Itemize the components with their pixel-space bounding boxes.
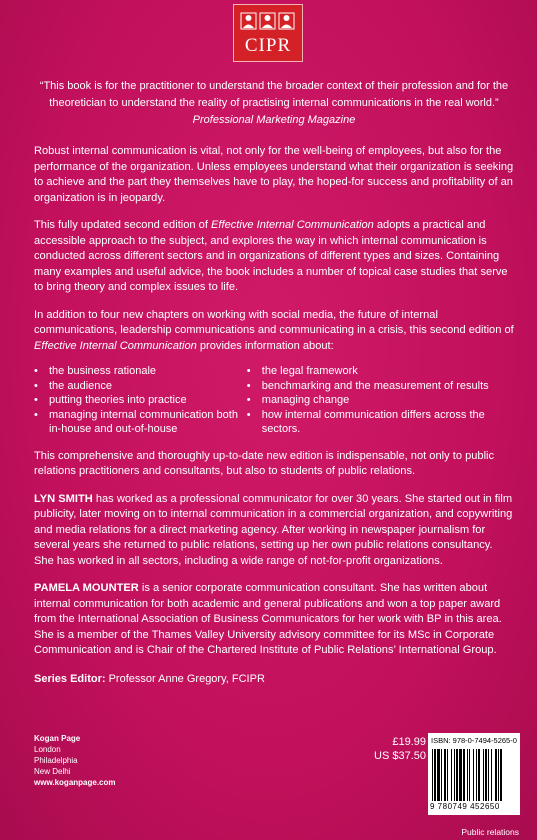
list-item: • how internal communication differs across the sectors. — [247, 408, 514, 437]
topics-column-right — [247, 364, 514, 437]
list-item: • managing internal communication both in-house and out-of-house — [34, 408, 247, 437]
people-figures-icon — [240, 11, 296, 31]
isbn: ISBN: 978-0-7494-5265-0 — [431, 736, 517, 745]
audience-paragraph: This comprehensive and thoroughly up-to-date new edition is indispensable, not only to public relations practitioners and consultants, but also to students of public relations. — [34, 449, 495, 477]
author-name: PAMELA MOUNTER — [34, 582, 139, 594]
price-gbp: £19.99 — [392, 736, 426, 748]
list-item: • the legal framework — [247, 364, 514, 379]
price-block — [368, 735, 426, 763]
publisher-city: London — [34, 745, 61, 754]
series-editor: Series Editor: Professor Anne Gregory, FCIPR — [34, 672, 265, 685]
back-cover-text — [34, 78, 514, 685]
cipr-logo — [233, 4, 303, 62]
list-item: • putting theories into practice — [34, 393, 247, 408]
barcode-number: 9 780749 452650 — [430, 802, 500, 811]
barcode-icon — [432, 749, 516, 801]
author-bio-smith: LYN SMITH has worked as a professional communicator for over 30 years. She started out in film publicity, later moving on to internal communication in a commercial organization, and copywriting and media relations for a direct marketing agency. After working in newspaper journalism for several years she returned to public relations, setting up her own public relations consultancy. She has worked in all sectors, including a wide range of not-for-profit organizations. — [34, 492, 513, 567]
barcode-panel — [428, 733, 520, 815]
edition-paragraph: This fully updated second edition of Effective Internal Communication adopts a practical and accessible approach to the subject, and explores the way in which internal communication is conducted across different sectors and in organizations of different types and sizes. Containing many examples and useful advice, the book includes a number of topical case studies that serve to bring theory and complex issues to life. — [34, 219, 508, 293]
list-item: • the audience — [34, 379, 247, 394]
price-usd: US $37.50 — [374, 750, 426, 762]
publisher-city: New Delhi — [34, 767, 71, 776]
list-item: • the business rationale — [34, 364, 247, 379]
author-name: LYN SMITH — [34, 492, 93, 505]
logo-text: CIPR — [244, 35, 292, 56]
topics-list — [34, 364, 514, 437]
book-title: Effective Internal Communication — [211, 219, 374, 231]
topics-column-left — [34, 364, 247, 437]
category-label: Public relations — [461, 827, 519, 837]
publisher-website: www.koganpage.com — [34, 778, 116, 787]
publisher-name: Kogan Page — [34, 734, 81, 743]
intro-paragraph: Robust internal communication is vital, not only for the well-being of employees, but also for the performance of the organization. Unless employees understand what their organization is seeking to achieve and the part they themselves have to play, the hoped-for success and profitability of an organization is in jeopardy. — [34, 145, 514, 204]
publisher-block — [34, 733, 116, 788]
review-source: Professional Marketing Magazine — [192, 114, 356, 126]
review-quote: “This book is for the practitioner to understand the broader context of their profession and for the theoretician to understand the reality of practising internal communications in the real world.” — [39, 80, 509, 109]
book-title: Effective Internal Communication — [34, 339, 197, 352]
author-bio-mounter: PAMELA MOUNTER is a senior corporate communication consultant. She has written about internal communication for both academic and general publications and won a top paper award from the International Association of Business Communicators for her work with BP in this area. She is a member of the Thames Valley University advisory committee for its MSc in Corporate Communication and is Chair of the Chartered Institute of Public Relations’ International Group. — [34, 582, 502, 656]
list-item: • benchmarking and the measurement of results — [247, 379, 514, 394]
publisher-city: Philadelphia — [34, 756, 78, 765]
list-item: • managing change — [247, 393, 514, 408]
new-chapters-paragraph: In addition to four new chapters on working with social media, the future of internal communications, leadership communications and communicating in a crisis, this second edition of Effective Internal Communication provides information about: — [34, 308, 514, 352]
